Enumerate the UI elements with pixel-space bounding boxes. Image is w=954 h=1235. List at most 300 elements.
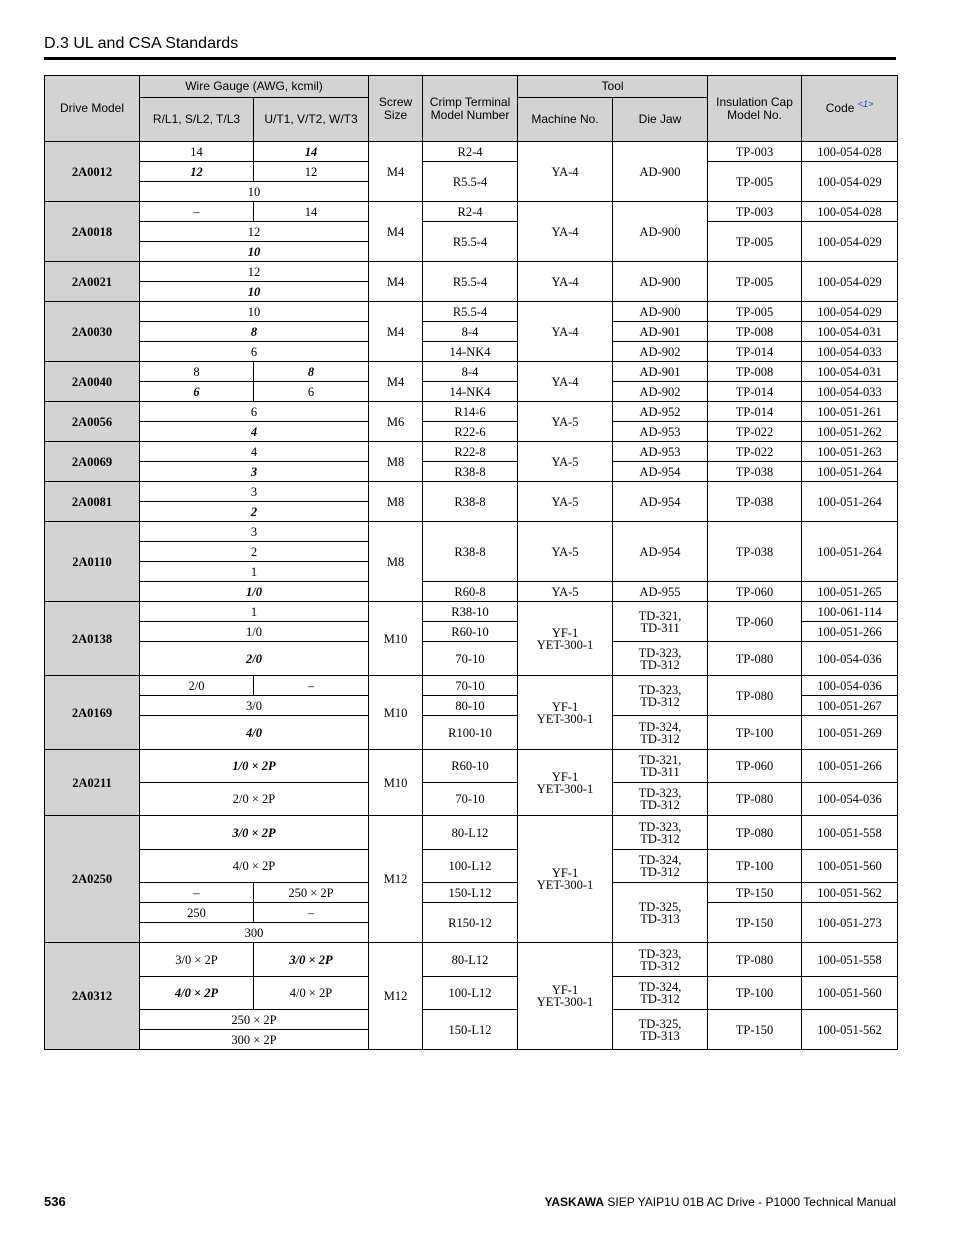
table-cell: TP-080 — [708, 783, 802, 816]
table-cell — [613, 750, 708, 783]
drive-model-cell: 2A0250 — [45, 816, 140, 943]
table-row — [45, 943, 898, 977]
table-cell: M12 — [369, 943, 423, 1050]
table-cell: R60-10 — [423, 622, 518, 642]
table-cell: 1 — [140, 562, 369, 582]
cell-line: TD-324, — [638, 853, 682, 867]
table-cell: R100-10 — [423, 716, 518, 750]
cell-line: TD-313 — [640, 911, 680, 926]
table-row — [45, 142, 898, 162]
col-insulation-cap: Insulation Cap Model No. — [708, 76, 802, 142]
table-cell: 100-054-028 — [802, 202, 898, 222]
cell-line: TD-312 — [640, 831, 680, 846]
table-cell: 14 — [254, 142, 369, 162]
table-cell: AD-900 — [613, 142, 708, 202]
table-cell: TP-100 — [708, 977, 802, 1010]
table-cell: 12 — [140, 162, 254, 182]
table-cell: 100-054-029 — [802, 222, 898, 262]
table-cell: R5.5-4 — [423, 302, 518, 322]
code-label: Code — [825, 101, 855, 115]
table-cell: 80-L12 — [423, 816, 518, 850]
table-cell: 1/0 — [140, 582, 369, 602]
table-cell: M12 — [369, 816, 423, 943]
table-cell: 10 — [140, 282, 369, 302]
table-cell: M4 — [369, 262, 423, 302]
table-cell: YA-5 — [518, 402, 613, 442]
table-cell: 4/0 × 2P — [254, 977, 369, 1010]
table-cell: R2-4 — [423, 202, 518, 222]
drive-model-cell: 2A0021 — [45, 262, 140, 302]
table-cell: 100-051-265 — [802, 582, 898, 602]
table-cell: M8 — [369, 522, 423, 602]
table-row — [45, 442, 898, 462]
cell-line: TD-321, — [638, 608, 682, 623]
drive-model-cell: 2A0081 — [45, 482, 140, 522]
table-row — [45, 162, 898, 182]
cell-line: TD-325, — [638, 1016, 682, 1031]
table-cell: AD-902 — [613, 382, 708, 402]
table-row — [45, 422, 898, 442]
manual-title — [544, 1195, 896, 1209]
table-cell: M10 — [369, 676, 423, 750]
table-cell: TP-080 — [708, 676, 802, 716]
table-cell: AD-952 — [613, 402, 708, 422]
table-body — [45, 142, 898, 1050]
table-cell: AD-953 — [613, 442, 708, 462]
cell-line: TD-313 — [640, 1028, 680, 1043]
table-cell: 100-051-264 — [802, 482, 898, 522]
table-row — [45, 1010, 898, 1030]
table-cell: 100-054-036 — [802, 783, 898, 816]
table-cell: 3 — [140, 522, 369, 542]
table-cell: 300 — [140, 923, 369, 943]
table-row — [45, 582, 898, 602]
table-cell: 250 — [140, 903, 254, 923]
table-row — [45, 362, 898, 382]
table-cell: AD-900 — [613, 262, 708, 302]
drive-model-cell: 2A0018 — [45, 202, 140, 262]
table-cell: TP-005 — [708, 262, 802, 302]
table-cell: TP-150 — [708, 903, 802, 943]
cell-line: YF-1 — [551, 769, 579, 784]
drive-model-cell: 2A0056 — [45, 402, 140, 442]
table-cell: 8 — [140, 322, 369, 342]
table-cell: 100-051-562 — [802, 1010, 898, 1050]
table-cell: 100-054-029 — [802, 302, 898, 322]
cell-line: TD-324, — [638, 719, 682, 734]
table-row — [45, 602, 898, 622]
table-cell: 6 — [254, 382, 369, 402]
table-row — [45, 903, 898, 923]
table-cell: R14-6 — [423, 402, 518, 422]
cell-line: TD-323, — [638, 645, 682, 660]
table-cell: AD-953 — [613, 422, 708, 442]
table-cell — [613, 943, 708, 977]
table-cell — [518, 943, 613, 1050]
table-cell: AD-901 — [613, 362, 708, 382]
table-cell: AD-902 — [613, 342, 708, 362]
table-row — [45, 783, 898, 816]
cell-line: YET-300-1 — [536, 995, 594, 1009]
table-cell: R38-10 — [423, 602, 518, 622]
cell-line: TD-325, — [638, 899, 682, 914]
table-row — [45, 482, 898, 502]
col-wire-input: R/L1, S/L2, T/L3 — [140, 98, 254, 142]
table-header — [45, 76, 898, 142]
table-cell — [613, 977, 708, 1010]
table-row — [45, 642, 898, 676]
table-cell: AD-954 — [613, 522, 708, 582]
table-cell — [518, 816, 613, 943]
table-cell: 100-054-033 — [802, 382, 898, 402]
table-cell: R60-8 — [423, 582, 518, 602]
table-cell: 6 — [140, 382, 254, 402]
table-cell: R22-6 — [423, 422, 518, 442]
cell-line: TD-312 — [640, 992, 680, 1006]
table-cell: TP-080 — [708, 816, 802, 850]
col-machine-no: Machine No. — [518, 98, 613, 142]
table-cell: 2 — [140, 542, 369, 562]
drive-model-cell: 2A0110 — [45, 522, 140, 602]
table-cell: TP-100 — [708, 716, 802, 750]
table-cell: M4 — [369, 202, 423, 262]
cell-line: YET-300-1 — [536, 637, 594, 652]
table-cell — [613, 642, 708, 676]
table-cell: TP-100 — [708, 850, 802, 883]
table-cell: TP-150 — [708, 883, 802, 903]
cell-line: TD-321, — [638, 753, 682, 767]
table-cell: M4 — [369, 142, 423, 202]
table-cell: 8-4 — [423, 322, 518, 342]
table-cell: 100-051-560 — [802, 977, 898, 1010]
table-cell: 100-051-261 — [802, 402, 898, 422]
wire-gauge-table-container — [44, 75, 898, 1050]
table-cell: 100-051-558 — [802, 943, 898, 977]
cell-line: TD-312 — [640, 958, 680, 973]
table-cell: 80-10 — [423, 696, 518, 716]
table-cell: R60-10 — [423, 750, 518, 783]
table-cell: 3 — [140, 462, 369, 482]
table-cell: – — [140, 883, 254, 903]
table-cell: M4 — [369, 302, 423, 362]
drive-model-cell: 2A0040 — [45, 362, 140, 402]
cell-line: YF-1 — [551, 983, 579, 997]
table-cell: TP-022 — [708, 442, 802, 462]
cell-line: YF-1 — [551, 625, 579, 640]
table-cell: 4/0 × 2P — [140, 850, 369, 883]
table-cell: 12 — [140, 222, 369, 242]
table-cell: R150-12 — [423, 903, 518, 943]
table-cell: R2-4 — [423, 142, 518, 162]
table-cell: 100-054-031 — [802, 362, 898, 382]
cell-line: TD-324, — [638, 980, 682, 994]
table-cell: 250 × 2P — [140, 1010, 369, 1030]
table-cell — [518, 602, 613, 676]
table-cell — [613, 716, 708, 750]
table-cell — [518, 676, 613, 750]
table-cell: 100-054-036 — [802, 676, 898, 696]
page-number: 536 — [44, 1194, 66, 1209]
table-cell: 100-L12 — [423, 850, 518, 883]
table-cell: 100-051-560 — [802, 850, 898, 883]
table-cell — [613, 883, 708, 943]
table-cell: TP-005 — [708, 222, 802, 262]
cell-line: YF-1 — [551, 866, 579, 880]
table-cell: R38-8 — [423, 462, 518, 482]
table-cell: YA-4 — [518, 362, 613, 402]
table-row — [45, 522, 898, 542]
table-cell: 100-054-029 — [802, 162, 898, 202]
table-cell: 100-051-267 — [802, 696, 898, 716]
table-cell: 100-051-263 — [802, 442, 898, 462]
cell-line: TD-312 — [640, 657, 680, 672]
table-cell: 300 × 2P — [140, 1030, 369, 1050]
table-cell: 100-054-028 — [802, 142, 898, 162]
drive-model-cell: 2A0211 — [45, 750, 140, 816]
table-cell: TP-150 — [708, 1010, 802, 1050]
table-cell: 100-051-264 — [802, 522, 898, 582]
code-footnote-ref[interactable]: <1> — [857, 99, 874, 109]
table-cell: 14 — [140, 142, 254, 162]
table-cell: AD-954 — [613, 462, 708, 482]
table-row — [45, 262, 898, 282]
table-cell: YA-4 — [518, 142, 613, 202]
table-cell — [613, 816, 708, 850]
table-cell: 70-10 — [423, 676, 518, 696]
table-cell: YA-4 — [518, 302, 613, 362]
table-cell: 3/0 × 2P — [254, 943, 369, 977]
table-cell: 4 — [140, 422, 369, 442]
table-cell: 100-051-266 — [802, 622, 898, 642]
drive-model-cell: 2A0030 — [45, 302, 140, 362]
table-cell: 3/0 × 2P — [140, 816, 369, 850]
table-cell: 8 — [254, 362, 369, 382]
drive-model-cell: 2A0069 — [45, 442, 140, 482]
table-cell: 70-10 — [423, 783, 518, 816]
table-row — [45, 750, 898, 783]
cell-line: TD-311 — [640, 620, 680, 635]
table-row — [45, 302, 898, 322]
table-row — [45, 883, 898, 903]
table-cell: 100-051-266 — [802, 750, 898, 783]
table-cell: M6 — [369, 402, 423, 442]
table-cell: TP-022 — [708, 422, 802, 442]
table-cell: TP-005 — [708, 302, 802, 322]
table-cell: TP-060 — [708, 602, 802, 642]
table-cell: 8-4 — [423, 362, 518, 382]
cell-line: YET-300-1 — [536, 781, 594, 796]
table-cell: 250 × 2P — [254, 883, 369, 903]
table-cell: 6 — [140, 342, 369, 362]
table-cell — [518, 750, 613, 816]
col-tool: Tool — [518, 76, 708, 98]
table-row — [45, 202, 898, 222]
table-cell: TP-080 — [708, 642, 802, 676]
table-cell: R38-8 — [423, 482, 518, 522]
table-cell: AD-900 — [613, 302, 708, 322]
table-cell: TP-060 — [708, 582, 802, 602]
col-drive-model: Drive Model — [45, 76, 140, 142]
table-cell: YA-5 — [518, 582, 613, 602]
wire-gauge-table — [44, 75, 898, 1050]
table-cell: TP-014 — [708, 382, 802, 402]
table-cell: 1/0 — [140, 622, 369, 642]
table-cell: YA-4 — [518, 202, 613, 262]
table-cell: TP-014 — [708, 342, 802, 362]
table-cell: 100-051-264 — [802, 462, 898, 482]
table-cell: 2 — [140, 502, 369, 522]
table-cell: 100-054-031 — [802, 322, 898, 342]
col-wire-output: U/T1, V/T2, W/T3 — [254, 98, 369, 142]
table-cell: – — [254, 903, 369, 923]
table-cell: 10 — [140, 302, 369, 322]
table-cell: 1 — [140, 602, 369, 622]
table-cell: TP-014 — [708, 402, 802, 422]
table-cell: 100-051-562 — [802, 883, 898, 903]
table-row — [45, 850, 898, 883]
table-cell: TP-003 — [708, 142, 802, 162]
table-cell — [613, 676, 708, 716]
table-cell: 150-L12 — [423, 883, 518, 903]
table-cell: AD-900 — [613, 202, 708, 262]
table-cell: 2/0 — [140, 642, 369, 676]
table-cell: TP-060 — [708, 750, 802, 783]
table-cell: 100-051-558 — [802, 816, 898, 850]
table-row — [45, 977, 898, 1010]
table-cell: TP-038 — [708, 462, 802, 482]
table-cell: M10 — [369, 602, 423, 676]
table-cell: R5.5-4 — [423, 222, 518, 262]
manual-name: SIEP YAIP1U 01B AC Drive - P1000 Technical Manual — [604, 1195, 896, 1209]
col-crimp-terminal: Crimp Terminal Model Number — [423, 76, 518, 142]
cell-line: TD-312 — [640, 731, 680, 746]
table-cell: R22-8 — [423, 442, 518, 462]
table-row — [45, 462, 898, 482]
table-cell: 100-061-114 — [802, 602, 898, 622]
table-cell: 3/0 × 2P — [140, 943, 254, 977]
cell-line: TD-312 — [640, 865, 680, 879]
table-cell: M10 — [369, 750, 423, 816]
cell-line: YET-300-1 — [536, 711, 594, 726]
table-cell: M4 — [369, 362, 423, 402]
table-cell: 12 — [254, 162, 369, 182]
table-cell: 12 — [140, 262, 369, 282]
table-cell: 100-051-269 — [802, 716, 898, 750]
section-header — [44, 34, 896, 60]
cell-line: TD-312 — [640, 798, 680, 812]
table-cell: TP-003 — [708, 202, 802, 222]
table-cell: 8 — [140, 362, 254, 382]
table-cell: AD-954 — [613, 482, 708, 522]
table-cell: 4 — [140, 442, 369, 462]
cell-line: TD-323, — [638, 819, 682, 834]
table-cell: 150-L12 — [423, 1010, 518, 1050]
cell-line: TD-323, — [638, 786, 682, 800]
table-cell: M8 — [369, 482, 423, 522]
table-row — [45, 382, 898, 402]
table-cell: R38-8 — [423, 522, 518, 582]
table-cell: 100-054-029 — [802, 262, 898, 302]
table-cell: 100-051-273 — [802, 903, 898, 943]
table-row — [45, 716, 898, 750]
cell-line: YET-300-1 — [536, 878, 594, 892]
section-title: D.3 UL and CSA Standards — [44, 35, 239, 52]
col-die-jaw: Die Jaw — [613, 98, 708, 142]
table-row — [45, 816, 898, 850]
table-cell: 10 — [140, 242, 369, 262]
cell-line: TD-311 — [640, 765, 680, 779]
table-cell: 14-NK4 — [423, 382, 518, 402]
table-row — [45, 676, 898, 696]
table-cell: 4/0 × 2P — [140, 977, 254, 1010]
table-cell: 3 — [140, 482, 369, 502]
col-screw-size: Screw Size — [369, 76, 423, 142]
table-cell: 10 — [140, 182, 369, 202]
col-code — [802, 76, 898, 142]
table-cell: – — [140, 202, 254, 222]
table-cell: 6 — [140, 402, 369, 422]
table-cell: 100-054-036 — [802, 642, 898, 676]
table-cell: 80-L12 — [423, 943, 518, 977]
table-cell: TP-080 — [708, 943, 802, 977]
table-cell: 2/0 × 2P — [140, 783, 369, 816]
table-cell: 70-10 — [423, 642, 518, 676]
table-cell: TP-008 — [708, 362, 802, 382]
col-wire-gauge: Wire Gauge (AWG, kcmil) — [140, 76, 369, 98]
table-cell: YA-5 — [518, 442, 613, 482]
table-row — [45, 342, 898, 362]
table-cell: M8 — [369, 442, 423, 482]
cell-line: TD-323, — [638, 682, 682, 697]
table-row — [45, 222, 898, 242]
table-cell: TP-038 — [708, 522, 802, 582]
table-cell — [613, 783, 708, 816]
table-cell: 14 — [254, 202, 369, 222]
table-cell — [613, 602, 708, 642]
cell-line: YF-1 — [551, 699, 579, 714]
table-cell: AD-955 — [613, 582, 708, 602]
table-cell: 1/0 × 2P — [140, 750, 369, 783]
table-cell: – — [254, 676, 369, 696]
table-cell: AD-901 — [613, 322, 708, 342]
table-cell: 2/0 — [140, 676, 254, 696]
table-cell — [613, 850, 708, 883]
drive-model-cell: 2A0012 — [45, 142, 140, 202]
table-cell: R5.5-4 — [423, 162, 518, 202]
table-row — [45, 322, 898, 342]
table-cell: 3/0 — [140, 696, 369, 716]
table-cell: 100-054-033 — [802, 342, 898, 362]
drive-model-cell: 2A0312 — [45, 943, 140, 1050]
drive-model-cell: 2A0138 — [45, 602, 140, 676]
table-cell: TP-038 — [708, 482, 802, 522]
table-cell — [613, 1010, 708, 1050]
table-cell: 14-NK4 — [423, 342, 518, 362]
cell-line: TD-312 — [640, 694, 680, 709]
table-cell: TP-008 — [708, 322, 802, 342]
table-cell: YA-5 — [518, 522, 613, 582]
table-cell: YA-4 — [518, 262, 613, 302]
table-cell: 100-051-262 — [802, 422, 898, 442]
table-cell: 100-L12 — [423, 977, 518, 1010]
table-cell: YA-5 — [518, 482, 613, 522]
brand-name: YASKAWA — [544, 1195, 605, 1209]
table-row — [45, 402, 898, 422]
cell-line: TD-323, — [638, 946, 682, 961]
table-cell: 4/0 — [140, 716, 369, 750]
table-cell: R5.5-4 — [423, 262, 518, 302]
drive-model-cell: 2A0169 — [45, 676, 140, 750]
